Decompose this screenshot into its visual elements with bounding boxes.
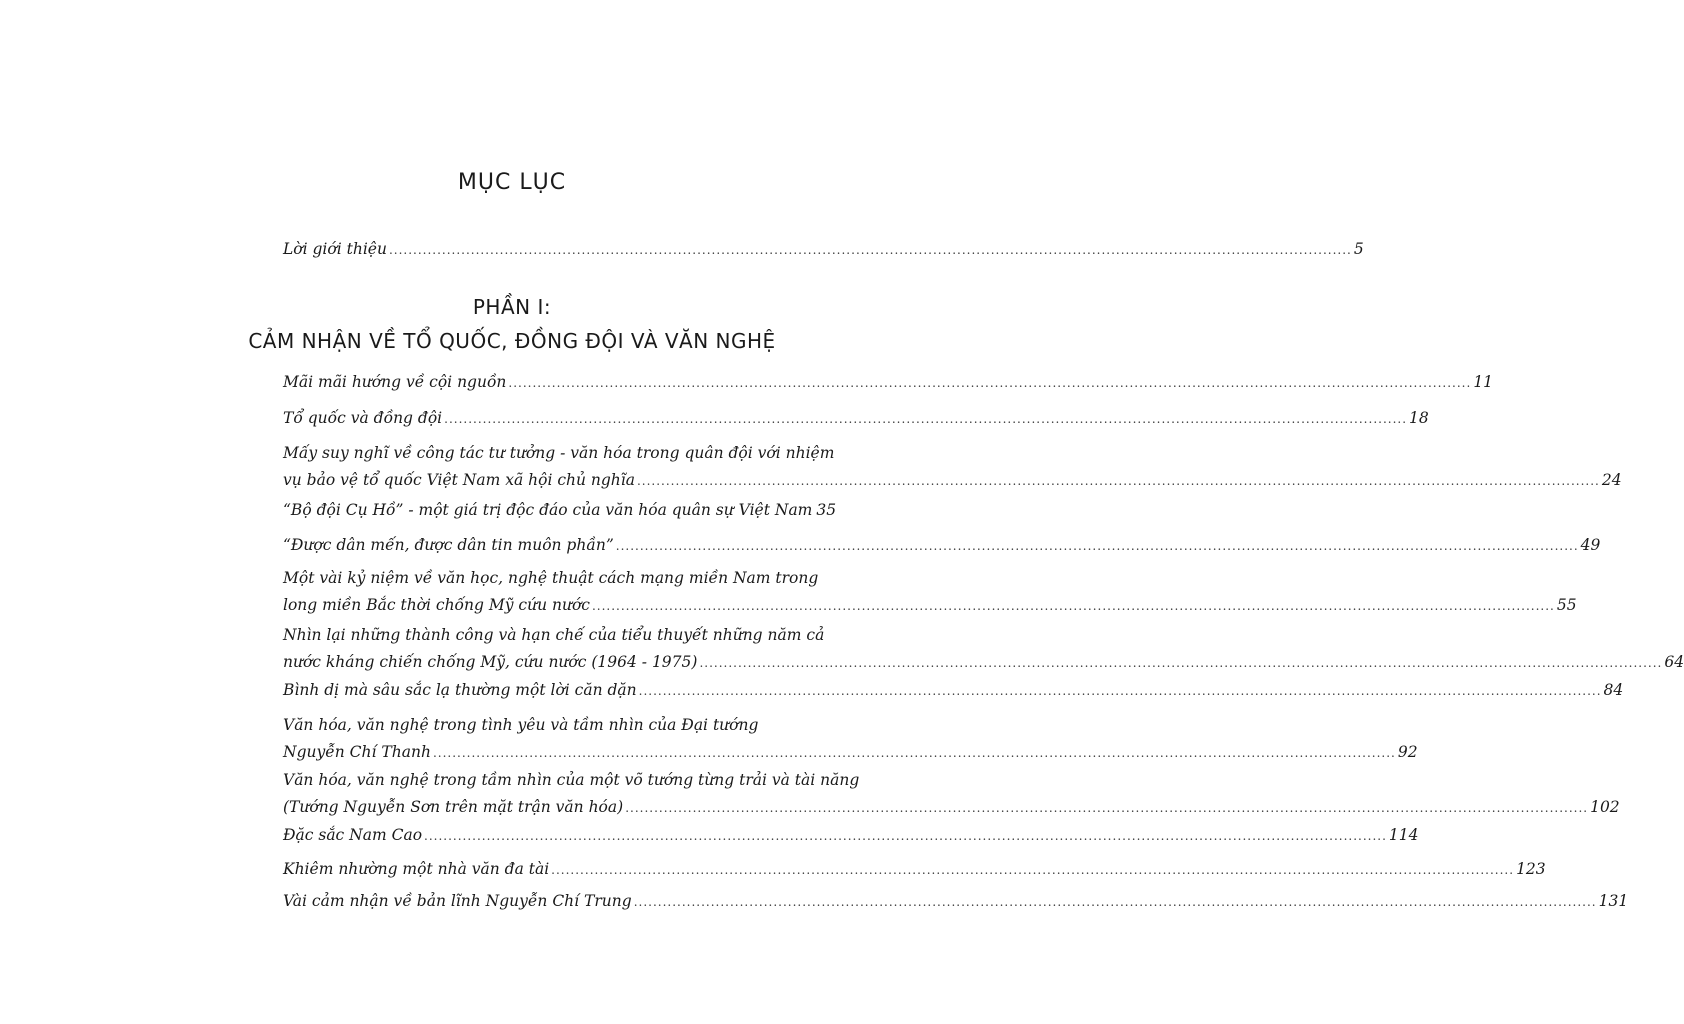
toc-page-number: 55 [1556,596,1577,614]
toc-entry-line: Văn hóa, văn nghệ trong tầm nhìn của một võ tướng từng trải và tài năng [283,771,860,789]
toc-entry-text: “Bộ đội Cụ Hồ” - một giá trị độc đáo của văn hóa quân sự Việt Nam [283,501,813,519]
toc-entry-text: Tổ quốc và đồng đội [283,409,443,427]
toc-entry-line: Một vài kỷ niệm về văn học, nghệ thuật cách mạng miền Nam trong [283,569,819,587]
toc-line [283,822,1419,850]
toc-page-number: 123 [1516,860,1546,878]
toc-line [283,649,1684,677]
toc-page-number: 64 [1664,653,1684,671]
toc-entry [283,767,1620,822]
toc-entry-text: Bình dị mà sâu sắc lạ thường một lời căn dặn [283,681,637,699]
toc-entry-text: “Được dân mến, được dân tin muôn phần” [283,536,614,554]
toc-line [283,467,1622,495]
toc-entry [283,712,1418,767]
toc-entry [283,405,1429,433]
dot-leader: ........................................................................................................................................................................................................ [633,895,1597,909]
toc-page-number: 114 [1388,826,1419,844]
toc-entry [283,888,1629,916]
toc-page-number: 92 [1397,743,1418,761]
part-number: PHẦN I: [472,295,552,319]
toc-entry [283,856,1546,884]
toc-page-number: 84 [1603,681,1624,699]
dot-leader: ........................................................................................................................................................................................................ [638,684,1602,698]
toc-entry-line: Văn hóa, văn nghệ trong tình yêu và tầm nhìn của Đại tướng [283,716,759,734]
dot-leader: ........................................................................................................................................................................................................ [615,539,1579,553]
toc-entry-text: nước kháng chiến chống Mỹ, cứu nước (1964 - 1975) [283,653,698,671]
toc-entry-intro [283,236,1364,264]
toc-page-number: 24 [1601,471,1622,489]
toc-line [283,369,1494,397]
toc-entry-text: Lời giới thiệu [283,240,387,258]
dot-leader: ........................................................................................................................................................................................................ [625,801,1589,815]
part-title: CẢM NHẬN VỀ TỔ QUỐC, ĐỒNG ĐỘI VÀ VĂN NGHỆ [248,329,776,353]
toc-entry [283,532,1601,560]
toc-page-number: 35 [816,501,837,519]
dot-leader: ........................................................................................................................................................................................................ [699,656,1663,670]
toc-line [283,856,1546,884]
dot-leader: ........................................................................................................................................................................................................ [508,376,1472,390]
dot-leader: ........................................................................................................................................................................................................ [424,829,1387,843]
toc-entry-text: Mãi mãi hướng về cội nguồn [283,373,507,391]
toc-line [283,236,1364,264]
toc-page-number: 49 [1580,536,1601,554]
toc-page-number: 102 [1590,798,1620,816]
toc-entry-text: Nguyễn Chí Thanh [283,743,431,761]
dot-leader: ........................................................................................................................................................................................................ [591,599,1555,613]
dot-leader: ........................................................................................................................................................................................................ [432,746,1396,760]
dot-leader: ........................................................................................................................................................................................................ [388,243,1352,257]
toc-entry-text: (Tướng Nguyễn Sơn trên mặt trận văn hóa) [283,798,624,816]
toc-entry [283,497,837,525]
toc-line [283,677,1624,705]
toc-line [283,405,1429,433]
dot-leader: ........................................................................................................................................................................................................ [551,863,1515,877]
toc-line [283,888,1629,916]
toc-entry-text: Đặc sắc Nam Cao [283,826,423,844]
toc-line [283,739,1418,767]
toc-entry-text: long miền Bắc thời chống Mỹ cứu nước [283,596,590,614]
toc-page-number: 131 [1598,892,1629,910]
dot-leader: ........................................................................................................................................................................................................ [636,474,1600,488]
toc-line [283,592,1577,620]
toc-line [283,497,837,525]
toc-entry-text: Khiêm nhường một nhà văn đa tài [283,860,550,878]
toc-entry [283,369,1494,397]
toc-page-number: 18 [1409,409,1429,427]
toc-entry-text: Vài cảm nhận về bản lĩnh Nguyễn Chí Trung [283,892,632,910]
toc-entry [283,622,1684,677]
toc-entry-text: vụ bảo vệ tổ quốc Việt Nam xã hội chủ nghĩa [283,471,635,489]
toc-page-number: 5 [1353,240,1364,258]
part-heading [0,290,1024,358]
page-title: MỤC LỤC [457,170,567,195]
toc-entry-line: Nhìn lại những thành công và hạn chế của tiểu thuyết những năm cả [283,626,825,644]
dot-leader: ........................................................................................................................................................................................................ [444,412,1408,426]
toc-entry-line: Mấy suy nghĩ về công tác tư tưởng - văn hóa trong quân đội với nhiệm [283,444,835,462]
toc-line [283,794,1620,822]
toc-line [283,532,1601,560]
toc-entry [283,565,1577,620]
toc-entry [283,677,1624,705]
toc-entry [283,440,1622,495]
toc-page-number: 11 [1473,373,1494,391]
toc-entry [283,822,1419,850]
